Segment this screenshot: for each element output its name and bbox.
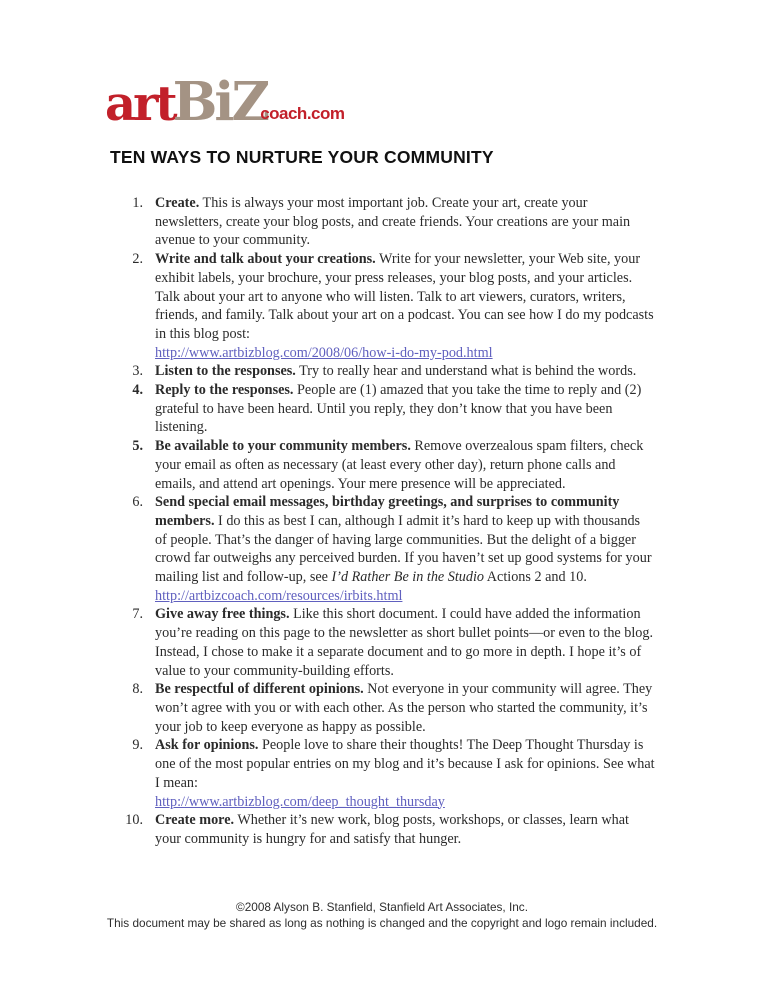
page-title: TEN WAYS TO NURTURE YOUR COMMUNITY (110, 147, 494, 167)
list-item-text (155, 362, 655, 381)
logo-domain-text: coach.com (260, 104, 345, 123)
list-item (110, 680, 655, 736)
list-item (110, 362, 655, 381)
text-run: I do this as best I can, although I admit it’s hard to keep up with thousands of people. That’s the danger of having large communities. But the delight of a bigger crowd far outweighs any perceived burden. If you haven’t set up good systems for your mailing list and follow-up, see (155, 512, 652, 586)
text-run: Give away free things. (155, 606, 290, 623)
hyperlink[interactable]: http://www.artbizblog.com/deep_thought_thursday (155, 793, 445, 810)
list-item-number: 3. (132, 363, 143, 380)
text-run: Listen to the responses. (155, 363, 296, 380)
text-run: I’d Rather Be in the Studio (331, 569, 485, 586)
list-item (110, 811, 655, 848)
numbered-list (110, 194, 655, 849)
list-item (110, 437, 655, 493)
list-item-number: 4. (132, 382, 143, 399)
list-item (110, 493, 655, 605)
text-run: Write and talk about your creations. (155, 251, 376, 268)
list-item-number: 8. (132, 681, 143, 698)
logo-biz-text: BiZ (172, 71, 268, 133)
list-item-number: 2. (132, 251, 143, 268)
text-run: Remove overzealous spam filters, check your email as often as necessary (at least every other day), return phone calls and emails, and attend art openings. Your mere presence will be appreciated. (155, 438, 644, 492)
list-item-number: 7. (132, 606, 143, 623)
text-run: Not everyone in your community will agree. They won’t agree with you or with each other. As the person who started the community, it’s your job to keep everyone as happy as possible. (155, 681, 653, 735)
hyperlink[interactable]: http://artbizcoach.com/resources/irbits.html (155, 587, 403, 604)
text-run: Be respectful of different opinions. (155, 681, 364, 698)
list-item-text (155, 605, 655, 680)
list-item (110, 381, 655, 437)
text-run: Actions 2 and 10. (484, 569, 587, 586)
list-item-text (155, 493, 655, 605)
text-run: People are (1) amazed that you take the time to reply and (2) grateful to have been heard. Until you reply, they don’t know that you have been listening. (155, 382, 642, 436)
list-item (110, 736, 655, 811)
list-item (110, 605, 655, 680)
list-item-text (155, 811, 655, 848)
footer (0, 900, 764, 931)
text-run: Create more. (155, 812, 235, 829)
list-item-text (155, 381, 655, 437)
text-run: People love to share their thoughts! The Deep Thought Thursday is one of the most popular entries on my blog and it’s because I ask for opinions. See what I mean: (155, 737, 655, 791)
text-run: Be available to your community members. (155, 438, 411, 455)
list-item-text (155, 680, 655, 736)
logo-art-text: art (105, 76, 175, 132)
list-item-number: 9. (132, 737, 143, 754)
copyright-line: ©2008 Alyson B. Stanfield, Stanfield Art Associates, Inc. (236, 900, 528, 914)
list-item (110, 250, 655, 362)
text-run: Whether it’s new work, blog posts, workshops, or classes, learn what your community is hungry for and satisfy that hunger. (155, 812, 629, 847)
list-item-number: 10. (125, 812, 143, 829)
text-run: This is always your most important job. Create your art, create your newsletters, create your blog posts, and create friends. Your creations are your main avenue to your community. (155, 195, 631, 249)
text-run: Create. (155, 195, 200, 211)
list-item-text (155, 437, 655, 493)
artbizcoach-logo (105, 71, 352, 133)
text-run: Ask for opinions. (155, 737, 259, 754)
text-run: Like this short document. I could have added the information you’re reading on this page to the newsletter as short bullet points—or even to the blog. Instead, I chose to make it a separate document and to go more in depth. I hope it’s of value to your community-building efforts. (155, 606, 654, 679)
list-item-text (155, 250, 655, 362)
hyperlink[interactable]: http://www.artbizblog.com/2008/06/how-i-do-my-pod.html (155, 344, 493, 361)
sharing-notice-line: This document may be shared as long as nothing is changed and the copyright and logo remain included. (106, 915, 658, 930)
list-item-number: 1. (132, 195, 143, 211)
text-run: Write for your newsletter, your Web site, your exhibit labels, your brochure, your press releases, your blog posts, and your articles. Talk about your art to anyone who will listen. Talk to art viewers, curators, writers, friends, and family. Talk about your art on a podcast. You can see how I do my podcasts in this blog post: (155, 251, 654, 342)
text-run: Reply to the responses. (155, 382, 294, 399)
list-item-text (155, 194, 655, 250)
text-run: Try to really hear and understand what is behind the words. (295, 363, 637, 380)
list-item-text (155, 736, 655, 811)
list-item (110, 194, 655, 250)
list-item-number: 5. (132, 438, 143, 455)
list-item-number: 6. (132, 494, 143, 511)
text-run: Send special email messages, birthday greetings, and surprises to community members. (155, 494, 620, 529)
